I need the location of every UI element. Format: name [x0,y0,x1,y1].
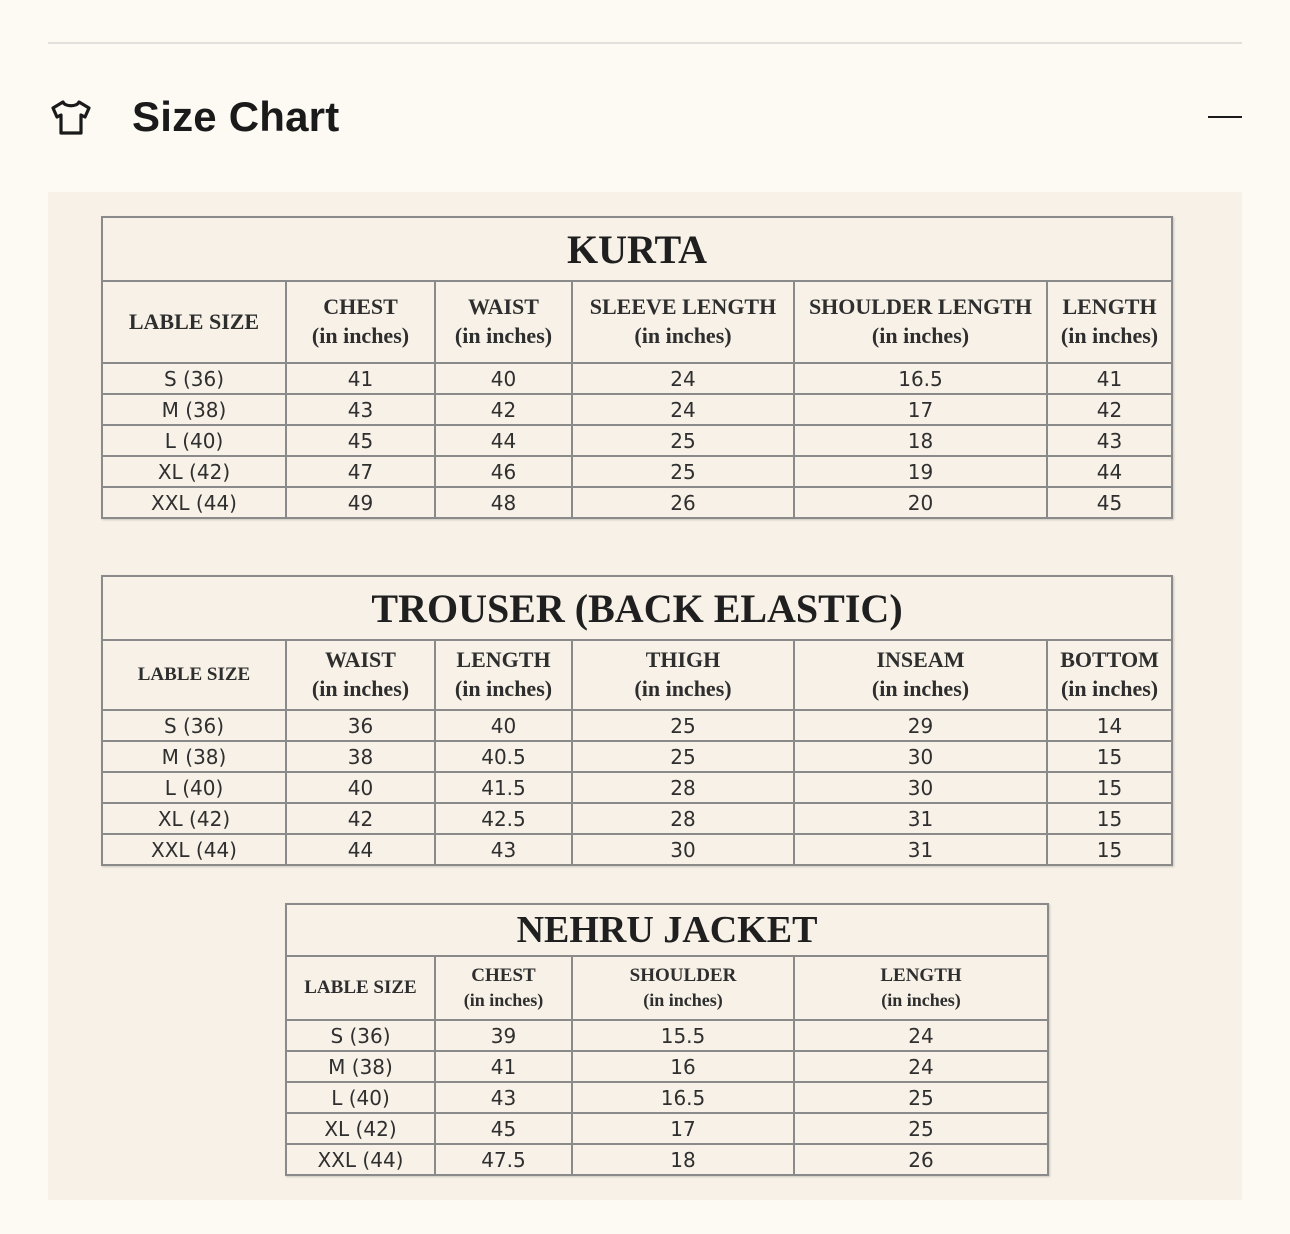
table-cell: 17 [794,394,1047,425]
size-label-cell: L (40) [102,425,286,456]
table-cell: 42 [286,803,435,834]
table-row [286,1051,1048,1082]
table-cell: 44 [435,425,572,456]
table-cell: 41 [1047,363,1172,394]
size-chart-accordion-header[interactable] [48,86,1242,148]
table-row [102,834,1172,865]
table-cell: 25 [572,710,794,741]
column-header: WAIST (in inches) [435,281,572,363]
size-label-cell: XXL (44) [102,487,286,518]
size-label-cell: XXL (44) [102,834,286,865]
table-cell: 41 [286,363,435,394]
table-cell: 41.5 [435,772,572,803]
table-cell: 43 [435,1082,572,1113]
column-header: LENGTH (in inches) [794,956,1048,1020]
table-title: TROUSER (BACK ELASTIC) [102,576,1172,640]
table-cell: 46 [435,456,572,487]
nehru-jacket-size-table [285,903,1049,1176]
table-cell: 25 [572,425,794,456]
table-cell: 24 [572,363,794,394]
table-cell: 44 [286,834,435,865]
table-cell: 18 [572,1144,794,1175]
table-cell: 25 [572,456,794,487]
table-row [102,394,1172,425]
table-cell: 25 [572,741,794,772]
table-cell: 16.5 [572,1082,794,1113]
table-row [286,1020,1048,1051]
column-header: LABLE SIZE [286,956,435,1020]
table-cell: 43 [1047,425,1172,456]
table-cell: 48 [435,487,572,518]
table-row [286,1144,1048,1175]
table-cell: 47 [286,456,435,487]
size-label-cell: S (36) [102,363,286,394]
column-header: WAIST (in inches) [286,640,435,710]
table-title: NEHRU JACKET [286,904,1048,956]
table-cell: 18 [794,425,1047,456]
size-label-cell: XL (42) [102,456,286,487]
table-cell: 24 [794,1051,1048,1082]
column-header: LENGTH (in inches) [1047,281,1172,363]
table-cell: 15 [1047,834,1172,865]
table-cell: 40 [286,772,435,803]
table-cell: 26 [794,1144,1048,1175]
table-cell: 15 [1047,772,1172,803]
table-cell: 42 [435,394,572,425]
table-cell: 15 [1047,741,1172,772]
table-cell: 30 [794,772,1047,803]
table-cell: 45 [286,425,435,456]
minus-icon[interactable] [1208,110,1242,124]
table-cell: 30 [572,834,794,865]
table-cell: 25 [794,1082,1048,1113]
table-cell: 39 [435,1020,572,1051]
column-header: SHOULDER LENGTH (in inches) [794,281,1047,363]
size-label-cell: L (40) [102,772,286,803]
table-row [102,487,1172,518]
table-row [102,741,1172,772]
size-chart-image [48,192,1242,1200]
table-cell: 24 [572,394,794,425]
column-header: THIGH (in inches) [572,640,794,710]
divider [48,42,1242,44]
table-cell: 42 [1047,394,1172,425]
table-row [286,1082,1048,1113]
table-cell: 44 [1047,456,1172,487]
column-header: SLEEVE LENGTH (in inches) [572,281,794,363]
size-label-cell: S (36) [102,710,286,741]
table-cell: 40.5 [435,741,572,772]
column-header: LENGTH (in inches) [435,640,572,710]
column-header: BOTTOM (in inches) [1047,640,1172,710]
table-cell: 49 [286,487,435,518]
table-cell: 45 [435,1113,572,1144]
table-cell: 15 [1047,803,1172,834]
table-cell: 38 [286,741,435,772]
table-cell: 17 [572,1113,794,1144]
size-label-cell: M (38) [286,1051,435,1082]
size-label-cell: XXL (44) [286,1144,435,1175]
table-cell: 47.5 [435,1144,572,1175]
column-header: SHOULDER (in inches) [572,956,794,1020]
table-cell: 19 [794,456,1047,487]
table-cell: 42.5 [435,803,572,834]
table-cell: 30 [794,741,1047,772]
table-row [102,803,1172,834]
table-cell: 16.5 [794,363,1047,394]
column-header: LABLE SIZE [102,281,286,363]
size-label-cell: XL (42) [102,803,286,834]
size-label-cell: M (38) [102,394,286,425]
table-cell: 41 [435,1051,572,1082]
table-row [102,772,1172,803]
size-label-cell: M (38) [102,741,286,772]
trouser-size-table [101,575,1173,866]
table-cell: 43 [286,394,435,425]
table-row [286,1113,1048,1144]
table-cell: 29 [794,710,1047,741]
table-cell: 15.5 [572,1020,794,1051]
table-cell: 28 [572,803,794,834]
column-header: CHEST (in inches) [435,956,572,1020]
table-row [102,710,1172,741]
table-title: KURTA [102,217,1172,281]
accordion-title: Size Chart [132,93,340,140]
table-cell: 16 [572,1051,794,1082]
table-cell: 24 [794,1020,1048,1051]
table-cell: 31 [794,803,1047,834]
size-label-cell: L (40) [286,1082,435,1113]
table-cell: 45 [1047,487,1172,518]
table-row [102,456,1172,487]
table-cell: 31 [794,834,1047,865]
size-label-cell: XL (42) [286,1113,435,1144]
table-cell: 43 [435,834,572,865]
kurta-size-table [101,216,1173,519]
table-cell: 20 [794,487,1047,518]
table-cell: 25 [794,1113,1048,1144]
table-cell: 26 [572,487,794,518]
table-cell: 40 [435,363,572,394]
table-row [102,425,1172,456]
table-cell: 28 [572,772,794,803]
table-cell: 14 [1047,710,1172,741]
table-cell: 40 [435,710,572,741]
shirt-icon [48,97,94,137]
column-header: LABLE SIZE [102,640,286,710]
column-header: CHEST (in inches) [286,281,435,363]
size-label-cell: S (36) [286,1020,435,1051]
table-row [102,363,1172,394]
table-cell: 36 [286,710,435,741]
column-header: INSEAM (in inches) [794,640,1047,710]
